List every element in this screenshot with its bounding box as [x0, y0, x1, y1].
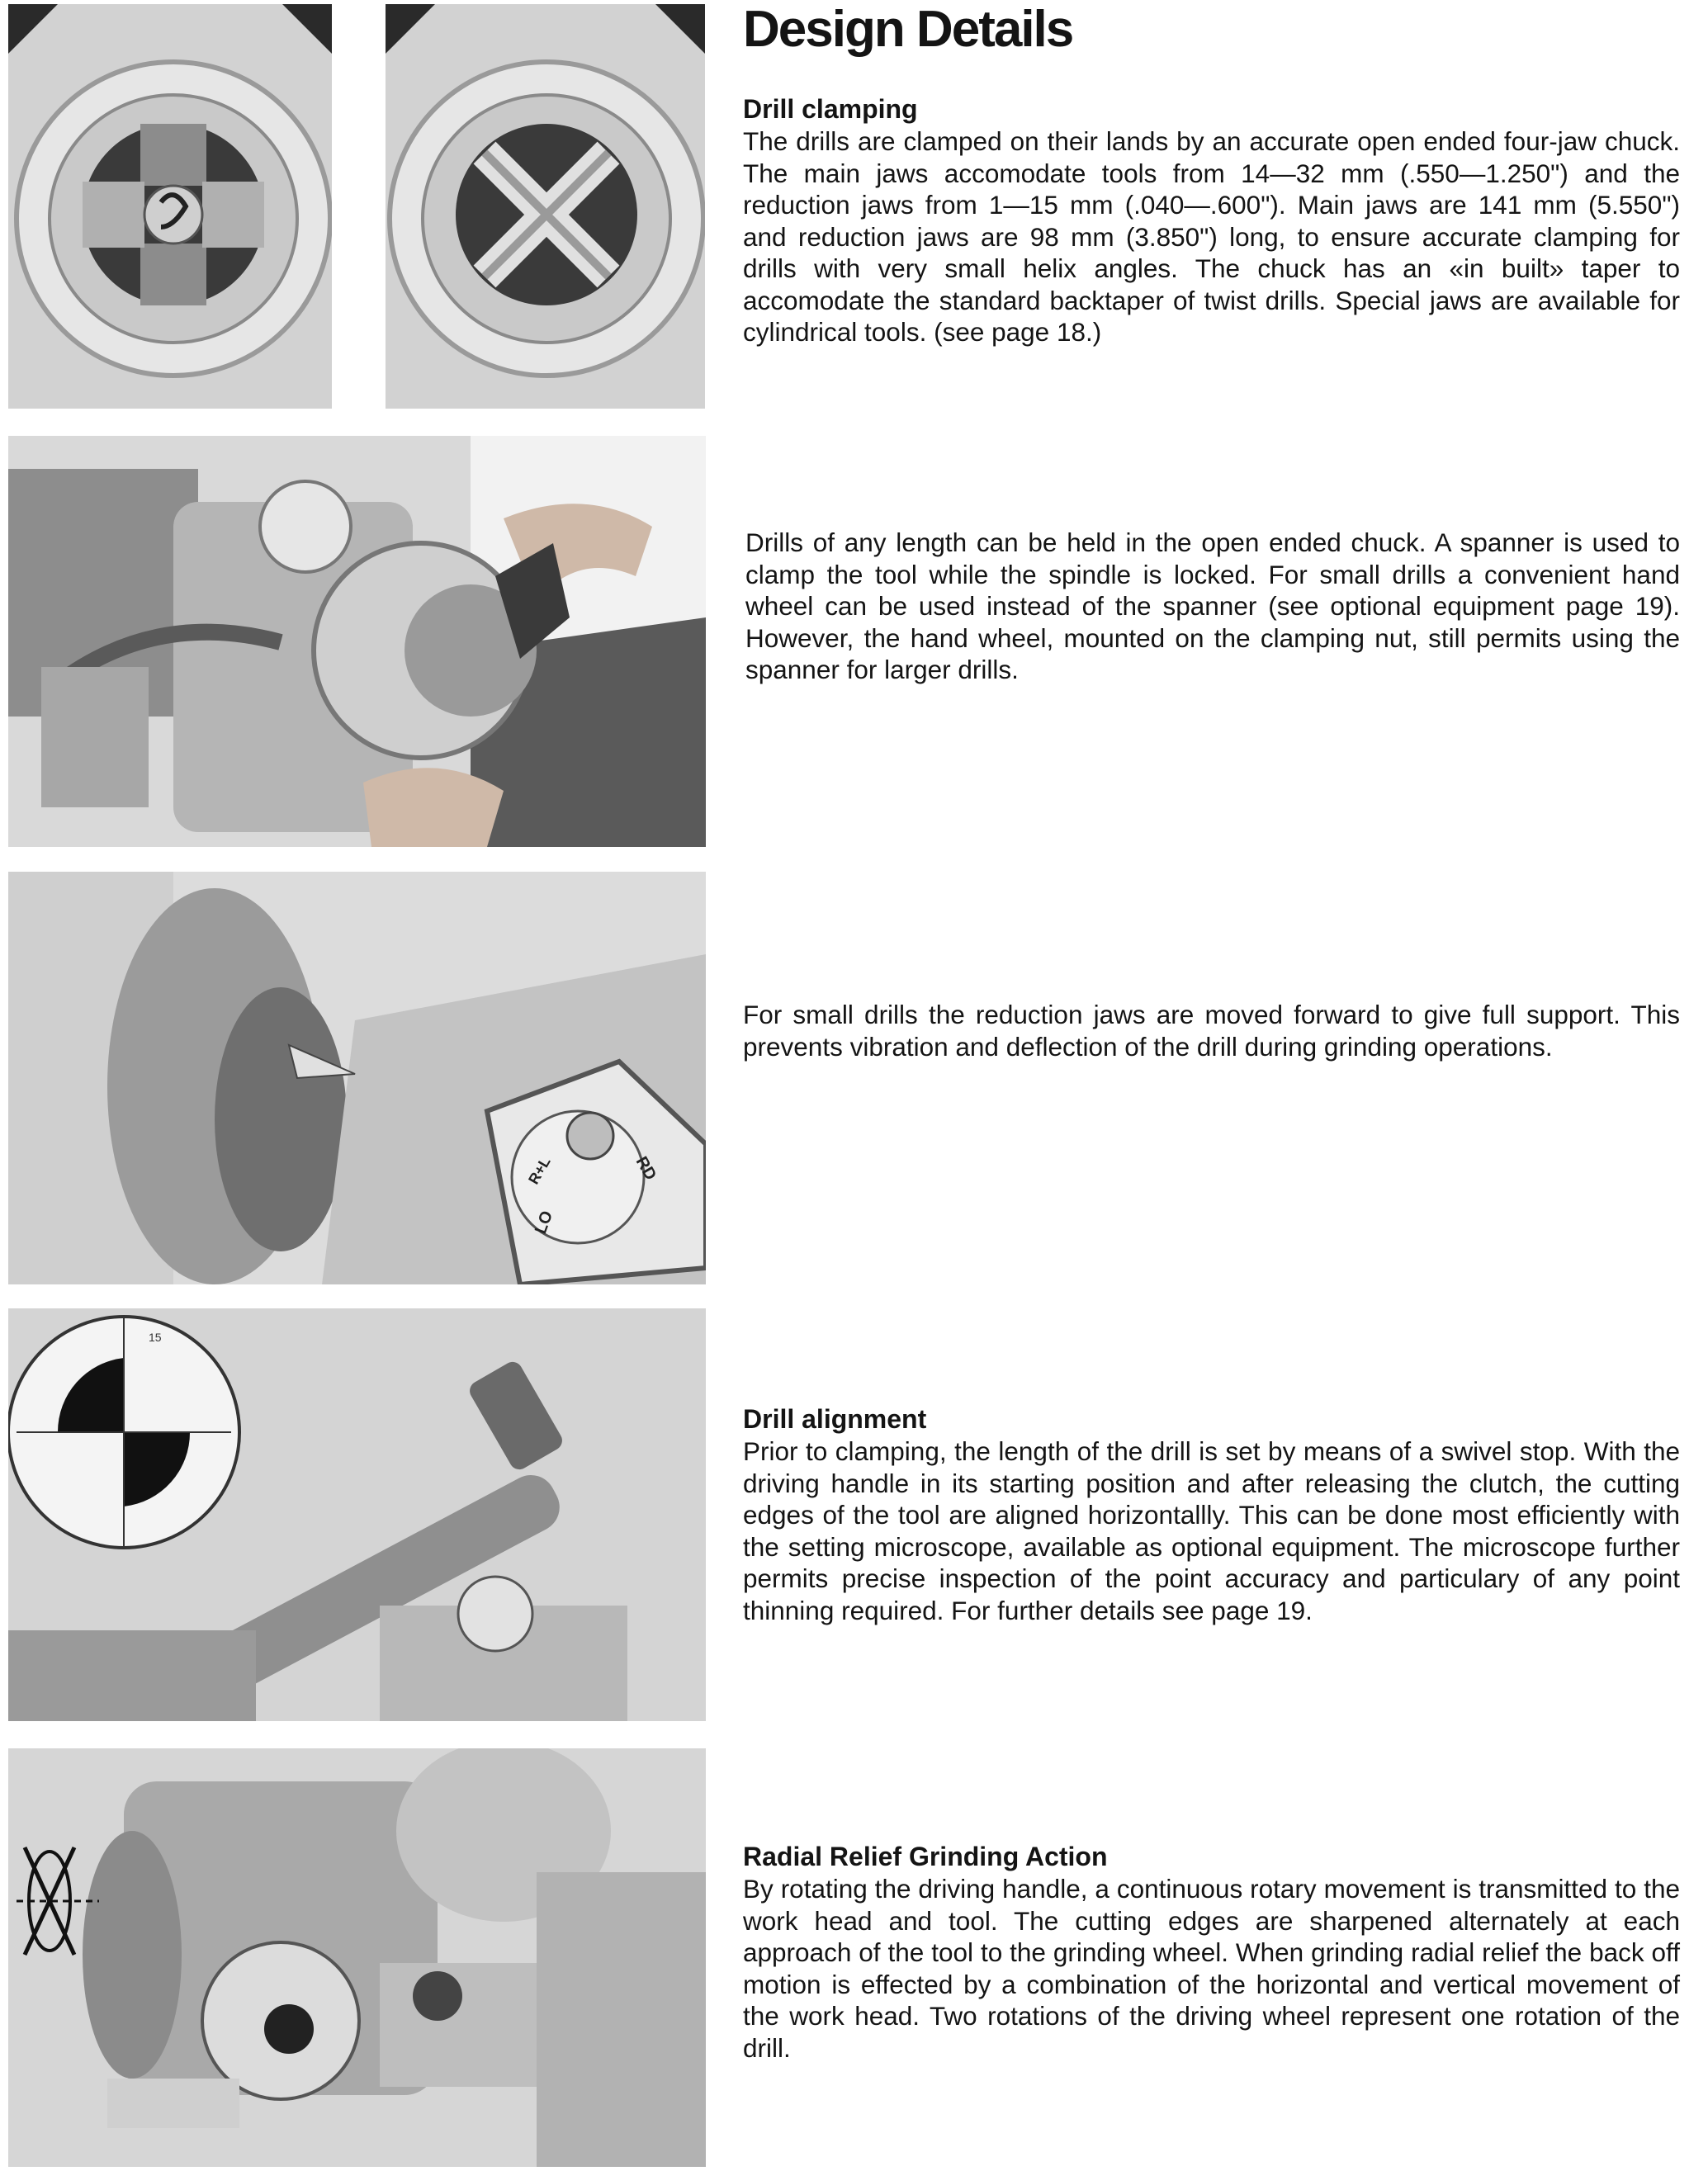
- section-heading: Drill clamping: [743, 94, 918, 124]
- section-text: For small drills the reduction jaws are moved forward to give full support. This prevents vibration and deflection of the drill during grinding operations.: [743, 1000, 1680, 1062]
- setting-microscope-photo: [8, 1308, 706, 1721]
- dial-label-rl: R+L: [525, 1154, 554, 1187]
- dial-label-lo: LO: [532, 1208, 557, 1237]
- chuck-main-jaws-photo: [8, 4, 332, 409]
- work-head-photo: [8, 1748, 706, 2167]
- reticle-scale-label: 15: [149, 1331, 162, 1344]
- section-text: Drills of any length can be held in the open ended chuck. A spanner is used to clamp the tool while the spindle is locked. For small drills a convenient hand wheel can be used instead of the spanner (see optional equipment page 19). However, the hand wheel, mounted on the clamping nut, still permits using the spanner for larger drills.: [745, 527, 1680, 684]
- section-drill-clamping: [743, 93, 1680, 348]
- chuck-spanner-photo: [8, 436, 706, 847]
- page-title: Design Details: [743, 1, 1073, 58]
- section-spanner-text: [745, 527, 1680, 686]
- section-reduction-jaws-text: [743, 999, 1680, 1062]
- grinding-wheel-photo: [8, 872, 706, 1284]
- section-text: The drills are clamped on their lands by an accurate open ended four-jaw chuck. The main jaws accomodate tools from 14—32 mm (.550—1.250") and the reduction jaws from 1—15 mm (.040—.600"). Main jaws are 141 mm (5.550") and reduction jaws are 98 mm (3.850") long, to ensure accurate clamping for drills with very small helix angles. The chuck has an «in built» taper to accomodate the standard backtaper of twist drills. Special jaws are available for cylindrical tools. (see page 18.): [743, 126, 1680, 347]
- section-heading: Drill alignment: [743, 1404, 927, 1434]
- section-radial-relief: [743, 1841, 1680, 2064]
- section-drill-alignment: [743, 1403, 1680, 1626]
- section-text: Prior to clamping, the length of the drill is set by means of a swivel stop. With the driving handle in its starting position and after releasing the clutch, the cutting edges of the tool are aligned horizontallly. This can be done most efficiently with the setting microscope, available as optional equipment. The microscope further permits precise inspection of the point accuracy and particulary of any point thinning required. For further details see page 19.: [743, 1436, 1680, 1625]
- section-heading: Radial Relief Grinding Action: [743, 1842, 1108, 1871]
- section-text: By rotating the driving handle, a continuous rotary movement is transmitted to the work head and tool. The cutting edges are sharpened alternately at each approach of the tool to the grinding wheel. When grinding radial relief the back off motion is effected by a combination of the horizontal and vertical movement of the work head. Two rotations of the driving wheel represent one rotation of the drill.: [743, 1874, 1680, 2063]
- dial-label-rd: RD: [632, 1153, 660, 1184]
- chuck-reduction-jaws-photo: [386, 4, 705, 409]
